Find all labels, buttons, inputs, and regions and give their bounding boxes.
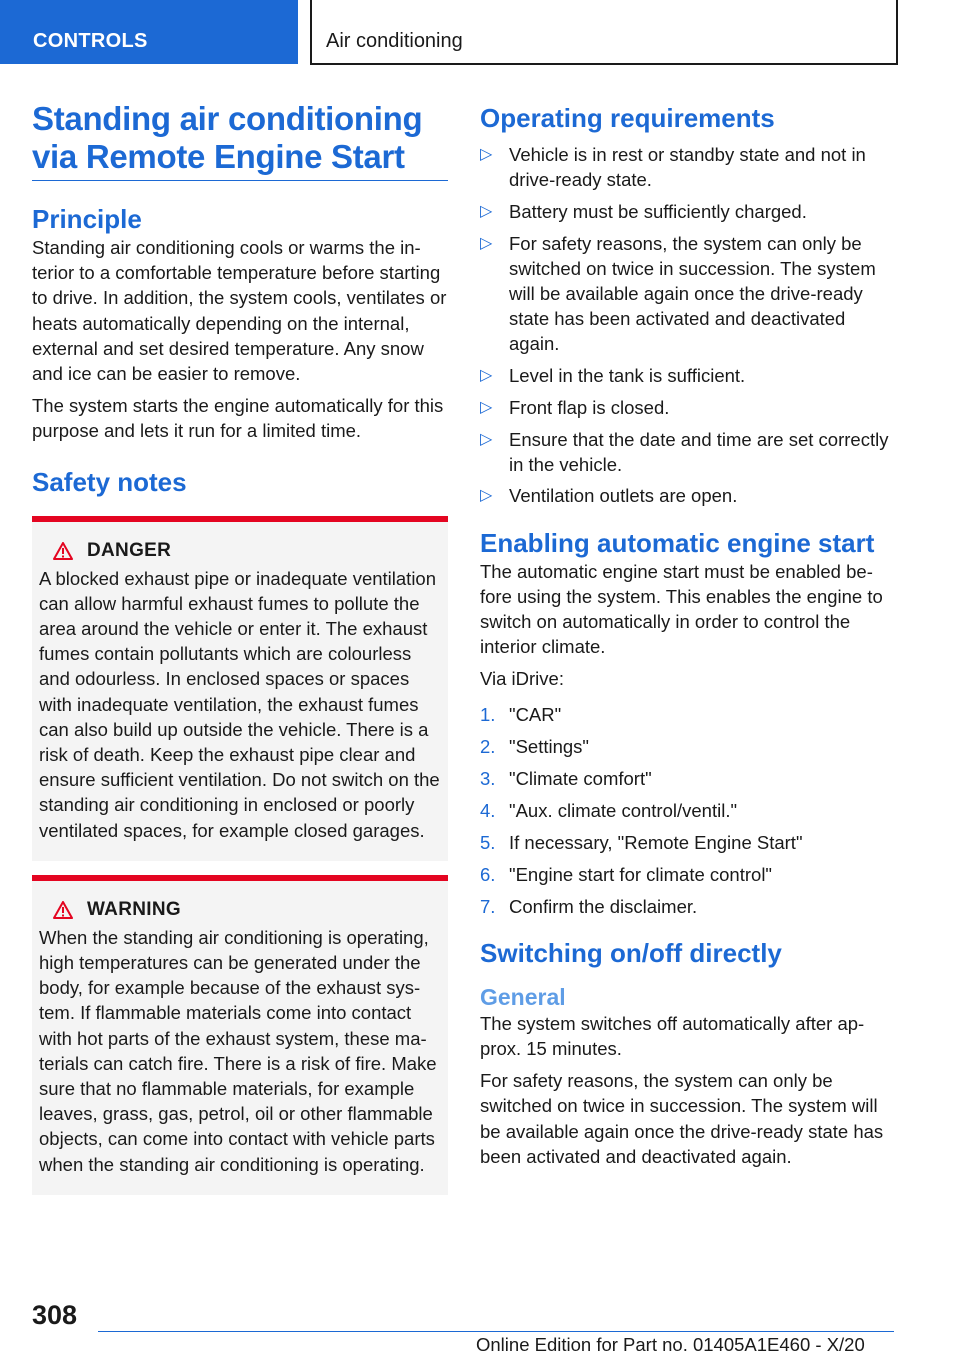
header-section-tab — [0, 0, 298, 64]
triangle-bullet-icon: ▷ — [480, 398, 493, 416]
principle-paragraph-2: The system starts the engine automatically for this purpose and lets it run for a limited time. — [32, 395, 444, 442]
principle-heading: Principle — [32, 204, 142, 234]
right-column — [480, 100, 896, 1169]
triangle-bullet-icon: ▷ — [480, 146, 493, 163]
list-item: 4. "Aux. climate control/ventil." — [480, 798, 896, 823]
header-section-label: CONTROLS — [33, 30, 148, 52]
footer-edition: Online Edition for Part no. 01405A1E460 - X/20 — [476, 1334, 865, 1355]
triangle-bullet-icon: ▷ — [480, 430, 493, 448]
step-number: 5. — [480, 831, 496, 853]
list-item: ▷ Level in the tank is sufficient. — [480, 363, 896, 388]
header-chapter-label: Air conditioning — [326, 30, 463, 52]
list-item: ▷ Battery must be sufficiently charged. — [480, 199, 896, 224]
left-column — [32, 100, 448, 1195]
list-item: 3. "Climate comfort" — [480, 766, 896, 791]
principle-paragraph-1: Standing air conditioning cools or warms the interior to a comfortable temperature before starting to drive. In addition, the system cools, ventilates or heats automatically depending on the internal, external and set desired temperature. Any snow and ice can be easier to remove. — [32, 237, 447, 385]
warning-triangle-icon — [53, 901, 73, 919]
warning-text: When the standing air conditioning is operating, high temperatures can be generated under the body, for example because of the exhaust system. If flammable materials come into contact with hot parts of the exhaust system, these materials can catch fire. There is a risk of fire. Make sure that no flammable materials, for example leaves, grass, gas, petrol, oil or other flammable objects, can come into contact with vehicle parts when the standing air conditioning is operating. — [39, 926, 437, 1175]
steps-list — [480, 702, 896, 919]
danger-text: A blocked exhaust pipe or inadequate ventilation can allow harmful exhaust fumes to pollute the area around the vehicle or enter it. The exhaust fumes contain pollutants which are colourless and odourless. In enclosed spaces or spaces with inadequate ventilation, the exhaust fumes can also build up outside the vehicle. There is a risk of death. Keep the exhaust pipe clear and ensure sufficient ventilation. Do not switch on the standing air conditioning in enclosed or poorly ventilated spaces, for example closed garages. — [39, 567, 440, 841]
step-number: 4. — [480, 799, 496, 821]
list-item: ▷ Ventilation outlets are open. — [480, 483, 896, 508]
list-item: 7. Confirm the disclaimer. — [480, 894, 896, 919]
requirements-list — [480, 142, 896, 509]
general-paragraph-1: The system switches off automatically after approx. 15 minutes. — [480, 1012, 865, 1060]
general-paragraph-2: For safety reasons, the system can only be switched on twice in succession. The system will be available again once the drive-ready state has been activated and deactivated again. — [480, 1070, 884, 1167]
page-title: Standing air conditioning via Remote Engine Start — [32, 100, 448, 181]
warning-label: WARNING — [87, 898, 181, 920]
enabling-paragraph: The automatic engine start must be enabled before using the system. This enables the engine to switch on automatically in order to control the interior climate. — [480, 560, 883, 658]
page-number: 308 — [32, 1300, 78, 1330]
list-item: ▷ Front flap is closed. — [480, 395, 896, 420]
step-number: 6. — [480, 863, 496, 885]
step-number: 1. — [480, 703, 496, 725]
general-heading: General — [480, 983, 566, 1010]
list-item: 5. If necessary, "Remote Engine Start" — [480, 830, 896, 855]
list-item: ▷ Vehicle is in rest or standby state and not in drive-ready state. — [480, 142, 896, 192]
enabling-engine-start-heading: Enabling automatic engine start — [480, 527, 875, 558]
step-number: 3. — [480, 767, 496, 789]
triangle-bullet-icon: ▷ — [480, 202, 493, 220]
step-number: 2. — [480, 735, 496, 757]
operating-requirements-heading: Operating requirements — [480, 103, 775, 133]
triangle-bullet-icon: ▷ — [480, 487, 493, 505]
warning-notice-header — [39, 899, 440, 921]
safety-notes-heading: Safety notes — [32, 466, 187, 497]
danger-notice — [32, 516, 448, 861]
list-item: 6. "Engine start for climate control" — [480, 862, 896, 887]
header-chapter-box — [310, 0, 898, 65]
switching-heading: Switching on/off directly — [480, 937, 782, 968]
danger-label: DANGER — [87, 539, 172, 561]
via-idrive-label: Via iDrive: — [480, 668, 564, 690]
list-item: 2. "Settings" — [480, 734, 896, 759]
triangle-bullet-icon: ▷ — [480, 367, 493, 385]
list-item: ▷ For safety reasons, the system can only be switched on twice in succession. The system will be available again once the drive-ready state has been activated and deactivated again. — [480, 231, 896, 357]
list-item: 1. "CAR" — [480, 702, 896, 727]
warning-triangle-icon — [53, 542, 73, 560]
triangle-bullet-icon: ▷ — [480, 234, 493, 252]
step-number: 7. — [480, 895, 496, 917]
footer-divider — [98, 1331, 894, 1332]
danger-notice-header — [39, 540, 440, 562]
list-item: ▷ Ensure that the date and time are set correctly in the vehicle. — [480, 427, 896, 477]
warning-notice — [32, 875, 448, 1195]
